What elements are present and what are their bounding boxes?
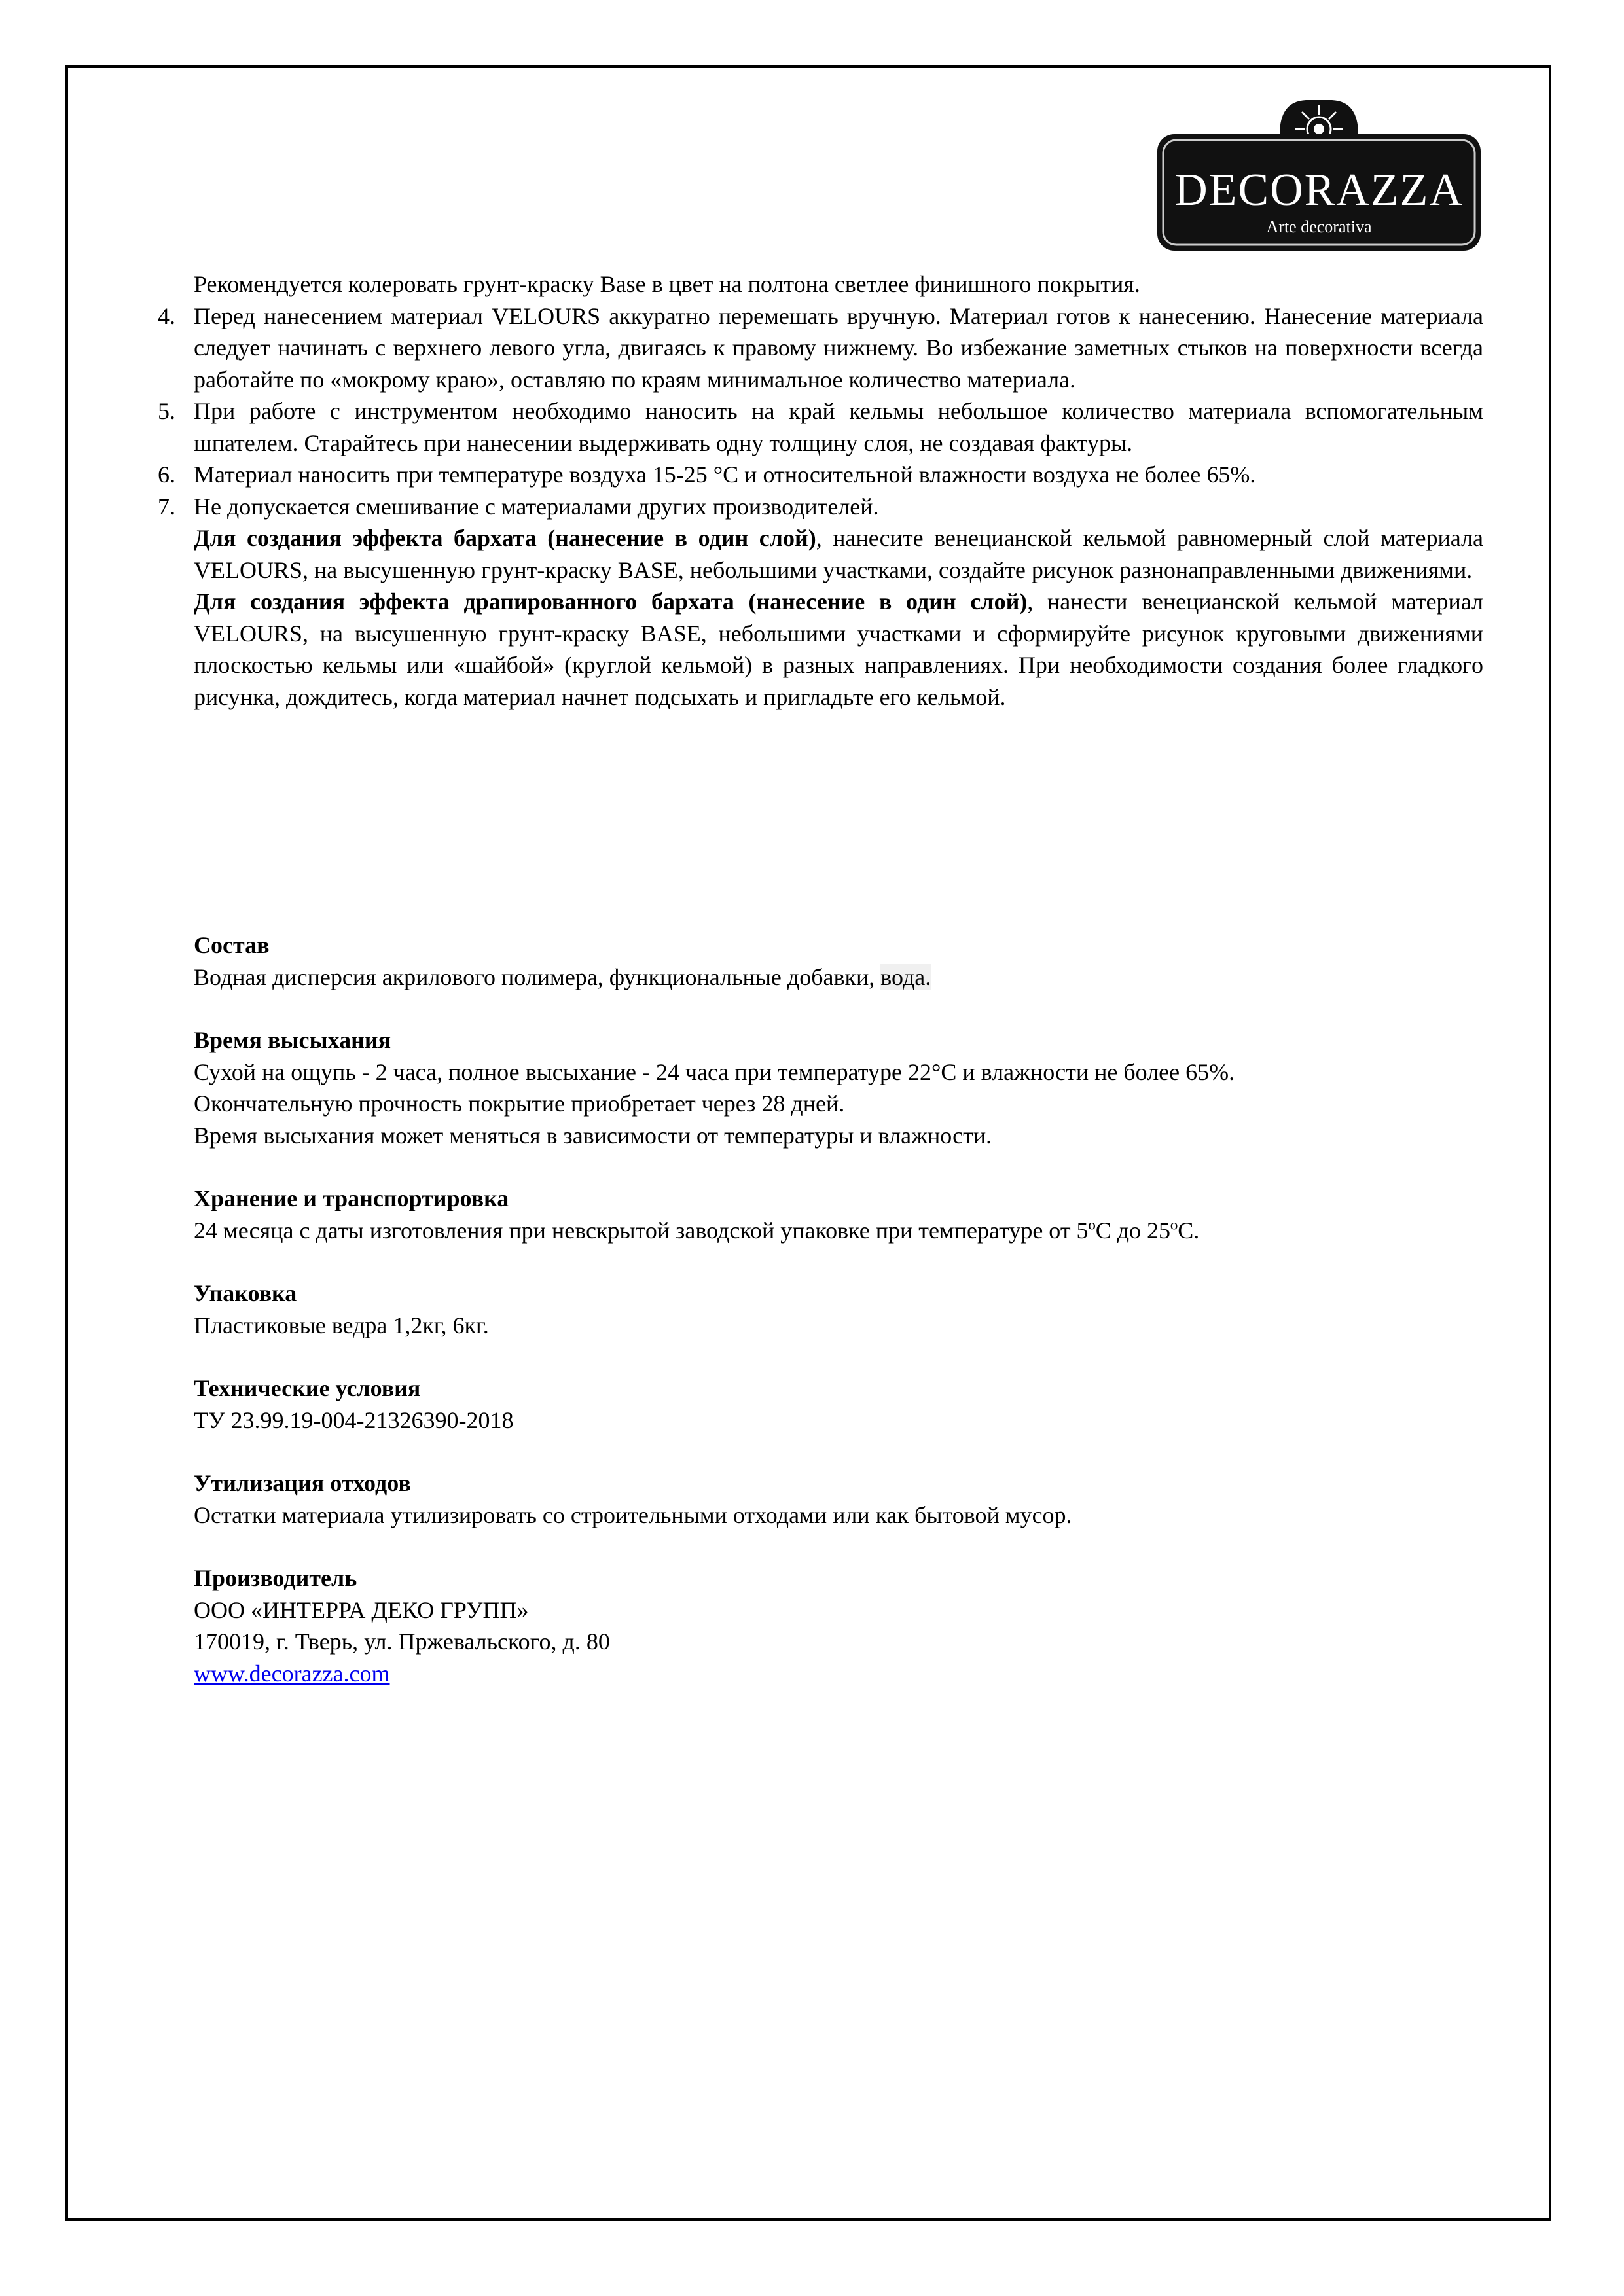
intro-line: Рекомендуется колеровать грунт-краску Base в цвет на полтона светлее финишного покрытия.	[194, 271, 1140, 297]
velvet-effect-paragraph	[194, 522, 1483, 586]
draped-velvet-effect-heading: Для создания эффекта драпированного бархата (нанесение в один слой)	[194, 588, 1028, 615]
disposal-section	[194, 1467, 1483, 1531]
drying-line: Время высыхания может меняться в зависимости от температуры и влажности.	[194, 1122, 992, 1149]
manufacturer-address: 170019, г. Тверь, ул. Пржевальского, д. 80	[194, 1628, 610, 1655]
velvet-effect-text: , нанесите венецианской кельмой равномерный слой материала VELOURS, на высушенную грунт-краску BASE, небольшими участками, создайте рисунок разнонаправленными движениями.	[194, 525, 1483, 583]
step-text: Материал наносить при температуре воздуха 15-25 °С и относительной влажности воздуха не более 65%.	[194, 461, 1256, 488]
step-number: 7.	[158, 493, 175, 520]
draped-velvet-effect-paragraph	[194, 586, 1483, 713]
manufacturer-section	[194, 1562, 1483, 1689]
spec-sections	[194, 929, 1483, 1721]
composition-section	[194, 929, 1483, 993]
storage-title: Хранение и транспортировка	[194, 1185, 509, 1211]
step-text: При работе с инструментом необходимо наносить на край кельмы небольшое количество материала вспомогательным шпателем. Старайтесь при нанесении выдерживать одну толщину слоя, не создавая фактуры.	[194, 398, 1483, 456]
disposal-text: Остатки материала утилизировать со строительными отходами или как бытовой мусор.	[194, 1501, 1072, 1528]
drying-line: Сухой на ощупь - 2 часа, полное высыхание - 24 часа при температуре 22°С и влажности не более 65%.	[194, 1058, 1235, 1085]
disposal-title: Утилизация отходов	[194, 1470, 411, 1496]
composition-text	[194, 961, 1483, 994]
manufacturer-company: ООО «ИНТЕРРА ДЕКО ГРУПП»	[194, 1596, 529, 1623]
step-text: Перед нанесением материал VELOURS аккуратно перемешать вручную. Материал готов к нанесению. Нанесение материала следует начинать с верхнего левого угла, двигаясь к правому нижнему. Во избежание заметных стыков на поверхности всегда работайте по «мокрому краю», оставляю по краям минимальное количество материала.	[194, 302, 1483, 393]
logo-brand-text: DECORAZZA	[1174, 165, 1464, 215]
decorazza-logo	[1155, 95, 1483, 255]
packaging-title: Упаковка	[194, 1280, 297, 1306]
specs-text: ТУ 23.99.19-004-21326390-2018	[194, 1407, 514, 1433]
drying-line: Окончательную прочность покрытие приобретает через 28 дней.	[194, 1090, 845, 1117]
composition-main-text: Водная дисперсия акрилового полимера, функциональные добавки,	[194, 963, 881, 990]
storage-section	[194, 1183, 1483, 1246]
step-number: 5.	[158, 398, 175, 424]
drying-title: Время высыхания	[194, 1027, 391, 1053]
step-item	[158, 491, 1483, 523]
step-text: Не допускается смешивание с материалами других производителей.	[194, 493, 879, 520]
drying-section	[194, 1024, 1483, 1151]
website-link[interactable]: www.decorazza.com	[194, 1660, 390, 1687]
packaging-section	[194, 1278, 1483, 1341]
manufacturer-title: Производитель	[194, 1565, 357, 1591]
storage-text: 24 месяца с даты изготовления при невскрытой заводской упаковке при температуре от 5ºС до 25ºС.	[194, 1217, 1200, 1244]
step-item	[158, 300, 1483, 396]
instructions	[158, 268, 1484, 713]
step-number: 4.	[158, 302, 175, 329]
step-item	[158, 395, 1483, 459]
specs-section	[194, 1372, 1483, 1436]
step-item	[158, 459, 1483, 491]
steps-list	[158, 300, 1483, 523]
packaging-text: Пластиковые ведра 1,2кг, 6кг.	[194, 1312, 489, 1338]
logo-tagline-text: Arte decorativa	[1266, 217, 1372, 236]
draped-velvet-effect-text: , нанести венецианской кельмой материал VELOURS, на высушенную грунт-краску BASE, небольшими участками и сформируйте рисунок круговыми движениями плоскостью кельмы или «шайбой» (круглой кельмой) в разных направлениях. При необходимости создания более гладкого рисунка, дождитесь, когда материал начнет подсыхать и пригладьте его кельмой.	[194, 588, 1484, 710]
composition-title: Состав	[194, 932, 270, 958]
specs-title: Технические условия	[194, 1375, 421, 1401]
step-number: 6.	[158, 461, 175, 488]
composition-highlight-text: вода.	[880, 963, 931, 990]
velvet-effect-heading: Для создания эффекта бархата (нанесение в один слой)	[194, 525, 816, 551]
